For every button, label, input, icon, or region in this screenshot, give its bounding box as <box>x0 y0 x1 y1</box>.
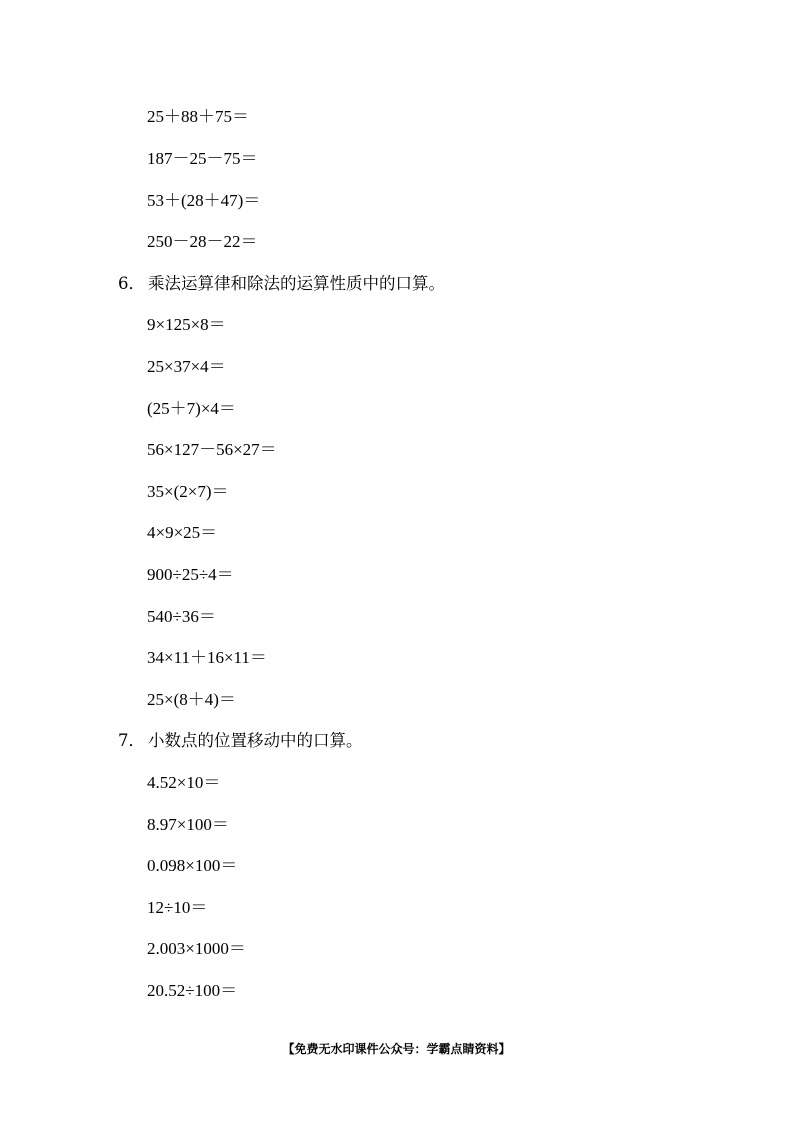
expression-line: 2.003×1000＝ <box>147 939 246 958</box>
footer-note: 【免费无水印课件公众号：学霸点睛资料】 <box>282 1042 511 1056</box>
expression-line: 0.098×100＝ <box>147 856 238 875</box>
expression-line: 34×11＋16×11＝ <box>147 648 267 667</box>
expression-line: 187－25－75＝ <box>147 149 258 168</box>
expression-line: 53＋(28＋47)＝ <box>147 191 261 210</box>
section-heading-6 <box>118 273 445 295</box>
expression-line: 20.52÷100＝ <box>147 981 238 1000</box>
section-title: 乘法运算律和除法的运算性质中的口算。 <box>148 274 445 293</box>
section-heading-7 <box>118 730 363 752</box>
expression-line: 250－28－22＝ <box>147 232 258 251</box>
expression-line: 900÷25÷4＝ <box>147 565 234 584</box>
expression-line: 540÷36＝ <box>147 607 216 626</box>
expression-line: 4×9×25＝ <box>147 523 218 542</box>
expression-line: 12÷10＝ <box>147 898 208 917</box>
expression-line: 35×(2×7)＝ <box>147 482 229 501</box>
expression-line: 8.97×100＝ <box>147 815 229 834</box>
expression-line: 25＋88＋75＝ <box>147 107 249 126</box>
expression-line: (25＋7)×4＝ <box>147 399 236 418</box>
section-title: 小数点的位置移动中的口算。 <box>148 731 363 750</box>
section-number: 7． <box>118 731 145 750</box>
section-number: 6． <box>118 274 145 293</box>
expression-line: 25×(8＋4)＝ <box>147 690 236 709</box>
expression-line: 9×125×8＝ <box>147 315 226 334</box>
expression-line: 25×37×4＝ <box>147 357 226 376</box>
expression-line: 4.52×10＝ <box>147 773 221 792</box>
expression-line: 56×127－56×27＝ <box>147 440 277 459</box>
